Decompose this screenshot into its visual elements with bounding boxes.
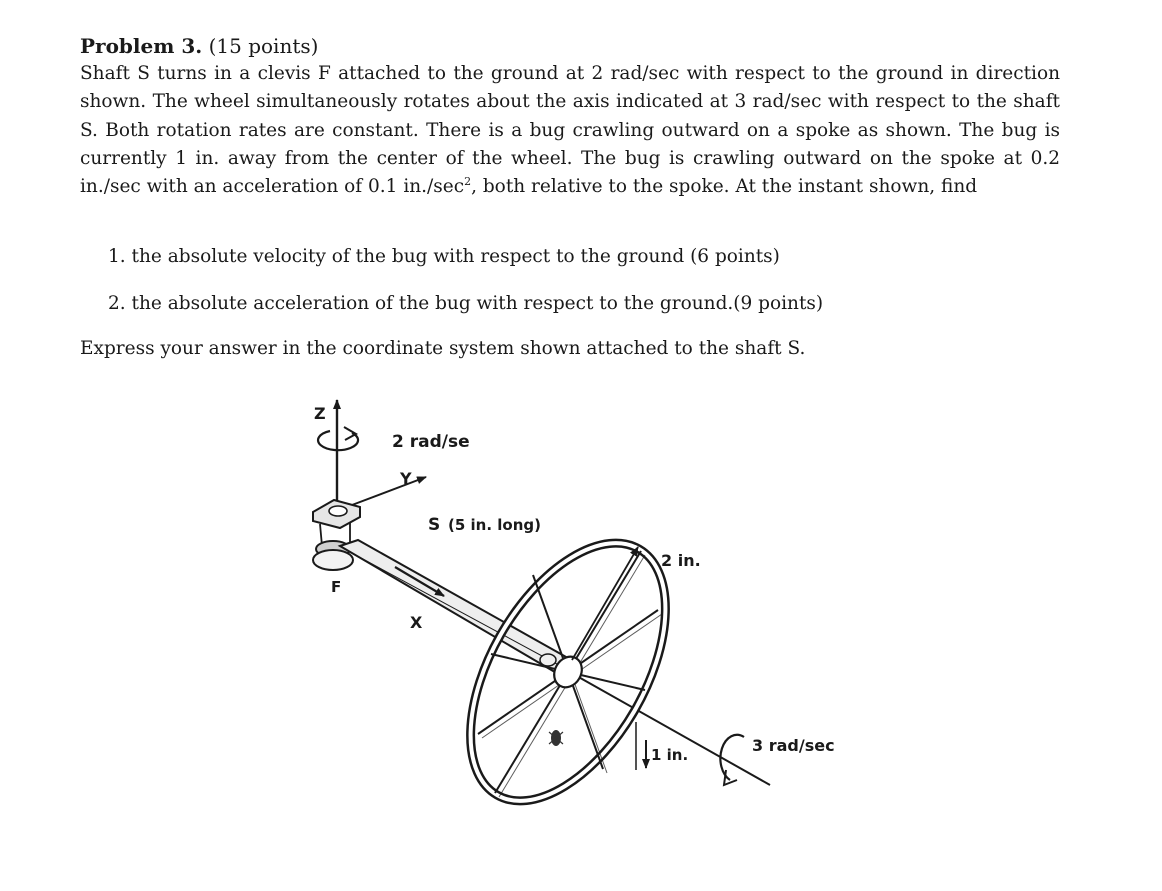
statement-text-end: , both relative to the spoke. At the instant shown, find <box>471 176 978 198</box>
y-axis <box>352 477 426 505</box>
shaft-length-label: (5 in. long) <box>448 516 541 534</box>
shaft-rate-label: 2 rad/se <box>392 432 470 452</box>
problem-points: (15 points) <box>208 34 319 58</box>
statement-text: Shaft S turns in a clevis F attached to the ground at 2 rad/sec with respect to the ground in direction shown. The wheel simultaneously rotates about the axis indicated at 3 rad/sec with respect to the shaft S. Both rotation rates are constant. There is a bug crawling outward on a spoke as shown. The bug is currently 1 in. away from the center of the wheel. The bug is crawling outward on the spoke at 0.2 in./sec with an acceleration of 0.1 in./sec <box>80 63 1060 198</box>
clevis-label: F <box>331 578 342 596</box>
bug-distance-dimension <box>636 722 646 770</box>
x-axis-label: X <box>410 613 423 632</box>
wheel-rate-label: 3 rad/sec <box>752 736 835 755</box>
question-item-2: 2. the absolute acceleration of the bug with respect to the ground.(9 points) <box>108 293 824 314</box>
wheel-radius-label: 2 in. <box>661 551 701 570</box>
closing-instruction: Express your answer in the coordinate system shown attached to the shaft S. <box>80 338 806 359</box>
wheel-radius-dimension <box>572 547 638 660</box>
z-axis-label: Z <box>314 404 326 423</box>
problem-title: Problem 3. <box>80 34 203 58</box>
statement-superscript: 2 <box>464 175 472 189</box>
bug-icon <box>549 730 563 746</box>
shaft-label: S <box>428 515 441 535</box>
clevis <box>313 500 360 570</box>
bug-distance-label: 1 in. <box>651 746 689 764</box>
y-axis-label: Y <box>400 469 412 488</box>
question-item-1: 1. the absolute velocity of the bug with respect to the ground (6 points) <box>108 246 780 267</box>
